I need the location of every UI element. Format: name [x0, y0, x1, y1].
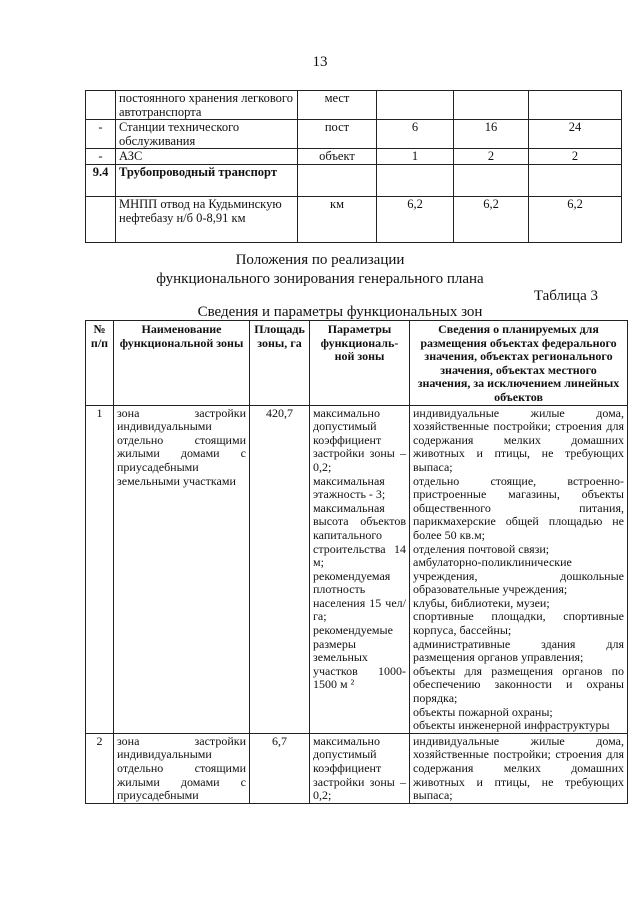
zone-object-item: отдельно стоящие, встроенно-пристроенные магазины, объекты общественного питания, парикмахерские общей площадью не более 50 кв.м;: [413, 473, 624, 542]
header-name: Наименование функциональной зоны: [114, 321, 250, 406]
infra-name: Станции технического обслуживания: [116, 120, 298, 149]
zone-param-item: максимально допустимый коэффициент застройки зоны – 0,2;: [313, 405, 406, 474]
section-title-line1: Положения по реализации: [235, 252, 405, 268]
infra-value-1: 1: [377, 149, 454, 165]
zones-table: [85, 320, 628, 804]
zone-params: [310, 733, 410, 803]
zone-row: [86, 733, 628, 803]
infra-unit: [298, 165, 377, 197]
infra-value-2: 16: [454, 120, 529, 149]
infra-value-3: 2: [529, 149, 622, 165]
infra-num: 9.4: [86, 165, 116, 197]
infra-name: АЗС: [116, 149, 298, 165]
zone-params: [310, 405, 410, 733]
infra-unit: объект: [298, 149, 377, 165]
infra-row: [86, 165, 622, 197]
infra-num: -: [86, 149, 116, 165]
infra-num: [86, 91, 116, 120]
page-number: 13: [312, 54, 328, 70]
infra-num: [86, 197, 116, 243]
zone-num: 2: [86, 733, 114, 803]
infra-value-1: 6: [377, 120, 454, 149]
infra-value-3: [529, 91, 622, 120]
zone-object-item: спортивные площадки, спортивные корпуса, бассейны;: [413, 609, 624, 638]
infra-num: -: [86, 120, 116, 149]
zone-objects: [410, 405, 628, 733]
infra-value-2: 6,2: [454, 197, 529, 243]
zone-area: 6,7: [250, 733, 310, 803]
zone-param-item: рекомендуемая плотность населения 15 чел/га;: [313, 568, 406, 624]
infrastructure-table: [85, 90, 622, 243]
zone-row: [86, 405, 628, 733]
infra-unit: мест: [298, 91, 377, 120]
table-title: Сведения и параметры функциональных зон: [197, 304, 483, 320]
infra-row: [86, 149, 622, 165]
infra-name: постоянного хранения легкового автотранспорта: [116, 91, 298, 120]
infra-value-1: 6,2: [377, 197, 454, 243]
zone-name: зона застройки индивидуальными отдельно стоящими жилыми домами с приусадебными: [114, 733, 250, 803]
zones-header-row: [86, 321, 628, 406]
section-title-line2: функционального зонирования генерального плана: [156, 271, 484, 287]
infra-name: Трубопроводный транспорт: [116, 165, 298, 197]
header-area: Площадь зоны, га: [250, 321, 310, 406]
zone-object-item: индивидуальные жилые дома, хозяйственные постройки; строения для содержания мелких домашних животных и птицы, не требующих выпаса;: [413, 733, 624, 803]
zone-param-item: рекомендуемые размеры земельных участков 1000-1500 м ²: [313, 623, 406, 692]
infra-value-2: [454, 165, 529, 197]
zone-param-item: максимальная этажность - 3;: [313, 473, 386, 502]
zone-object-item: объекты пожарной охраны;: [413, 704, 553, 719]
zone-object-item: объекты инженерной инфраструктуры: [413, 718, 610, 733]
header-params: Параметры функциональ-ной зоны: [310, 321, 410, 406]
infra-value-3: 6,2: [529, 197, 622, 243]
infra-unit: км: [298, 197, 377, 243]
infra-name: МНПП отвод на Кудьминскую нефтебазу н/б 0-8,91 км: [116, 197, 298, 243]
zone-param-item: максимальная высота объектов капитального строительства 14 м;: [313, 500, 406, 570]
header-info: Сведения о планируемых для размещения объектах федерального значения, объектах регионального значения, объектах местного значения, за исключением линейных объектов: [410, 321, 628, 406]
table-number: Таблица 3: [533, 288, 598, 304]
infra-value-1: [377, 91, 454, 120]
infra-value-3: 24: [529, 120, 622, 149]
zone-object-item: отделения почтовой связи;: [413, 541, 550, 556]
zone-area: 420,7: [250, 405, 310, 733]
zone-objects: [410, 733, 628, 803]
zone-num: 1: [86, 405, 114, 733]
header-num: № п/п: [86, 321, 114, 406]
zone-object-item: административные здания для размещения органов управления;: [413, 636, 624, 665]
infra-value-3: [529, 165, 622, 197]
infra-row: [86, 120, 622, 149]
zone-name: зона застройки индивидуальными отдельно стоящими жилыми домами с приусадебными земельными участками: [114, 405, 250, 733]
infra-row: [86, 197, 622, 243]
zone-object-item: объекты для размещения органов по обеспечению законности и охраны порядка;: [413, 663, 624, 706]
infra-value-2: 2: [454, 149, 529, 165]
infra-value-2: [454, 91, 529, 120]
infra-unit: пост: [298, 120, 377, 149]
zone-object-item: амбулаторно-поликлинические учреждения, дошкольные образовательные учреждения;: [413, 555, 624, 597]
zone-param-item: максимально допустимый коэффициент застройки зоны – 0,2;: [313, 733, 406, 803]
infra-value-1: [377, 165, 454, 197]
zone-object-item: индивидуальные жилые дома, хозяйственные постройки; строения для содержания мелких домашних животных и птицы, не требующих выпаса;: [413, 405, 624, 474]
zone-object-item: клубы, библиотеки, музеи;: [413, 595, 550, 610]
infra-row: [86, 91, 622, 120]
